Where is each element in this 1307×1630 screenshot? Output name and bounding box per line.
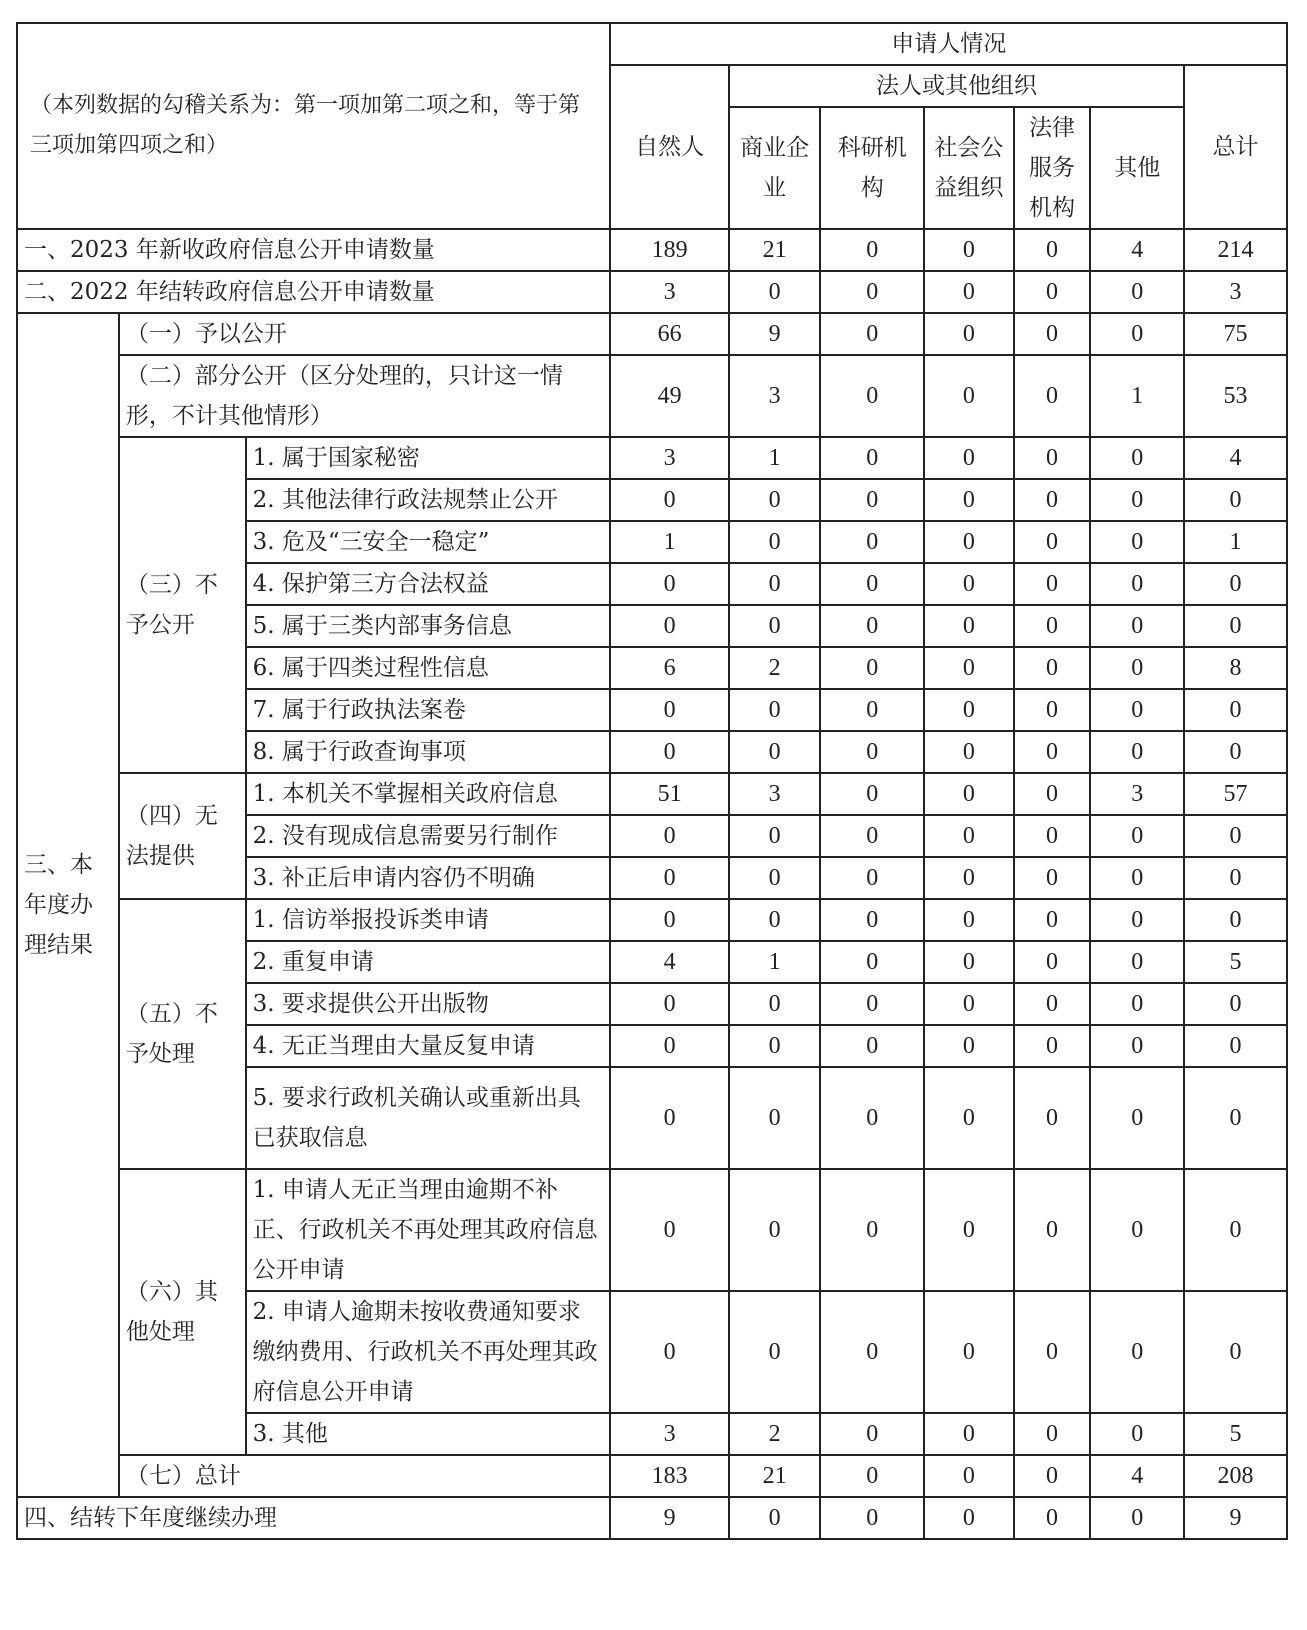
cell-value: 0 [820, 355, 924, 437]
cell-value: 0 [1090, 689, 1184, 731]
cell-value: 189 [610, 229, 728, 271]
cell-value: 0 [1090, 437, 1184, 479]
cell-value: 0 [1014, 563, 1091, 605]
row-label: 8. 属于行政查询事项 [246, 731, 611, 773]
cell-value: 0 [610, 605, 728, 647]
header-research: 科研机构 [820, 107, 924, 229]
cell-value: 0 [820, 563, 924, 605]
cell-value: 0 [820, 815, 924, 857]
group3-label: （三）不予公开 [119, 437, 246, 773]
cell-value: 66 [610, 313, 728, 355]
header-legal-group: 法人或其他组织 [729, 65, 1184, 107]
cell-value: 75 [1184, 313, 1287, 355]
cell-value: 0 [924, 437, 1013, 479]
cell-value: 1 [729, 941, 820, 983]
cell-value: 0 [820, 1067, 924, 1169]
cell-value: 9 [1184, 1497, 1287, 1539]
cell-value: 0 [610, 1067, 728, 1169]
row-label: （七）总计 [119, 1455, 611, 1497]
cell-value: 0 [924, 689, 1013, 731]
header-other: 其他 [1090, 107, 1184, 229]
cell-value: 1 [1184, 521, 1287, 563]
cell-value: 0 [820, 941, 924, 983]
group6-label: （六）其他处理 [119, 1169, 246, 1455]
cell-value: 0 [729, 521, 820, 563]
cell-value: 0 [1014, 1413, 1091, 1455]
cell-value: 0 [1184, 605, 1287, 647]
cell-value: 0 [924, 1291, 1013, 1413]
cell-value: 0 [924, 857, 1013, 899]
cell-value: 0 [820, 899, 924, 941]
row-label: 3. 要求提供公开出版物 [246, 983, 611, 1025]
cell-value: 183 [610, 1455, 728, 1497]
cell-value: 0 [1090, 1291, 1184, 1413]
header-total: 总计 [1184, 65, 1287, 229]
cell-value: 0 [1014, 857, 1091, 899]
cell-value: 0 [820, 1455, 924, 1497]
group5-label: （五）不予处理 [119, 899, 246, 1169]
cell-value: 0 [924, 773, 1013, 815]
cell-value: 0 [820, 1413, 924, 1455]
cell-value: 51 [610, 773, 728, 815]
cell-value: 5 [1184, 941, 1287, 983]
cell-value: 3 [610, 437, 728, 479]
header-applicant: 申请人情况 [610, 23, 1287, 65]
cell-value: 0 [1014, 983, 1091, 1025]
cell-value: 1 [610, 521, 728, 563]
cell-value: 49 [610, 355, 728, 437]
cell-value: 0 [820, 437, 924, 479]
cell-value: 0 [1184, 689, 1287, 731]
cell-value: 0 [820, 689, 924, 731]
cell-value: 0 [1184, 731, 1287, 773]
cell-value: 0 [729, 899, 820, 941]
cell-value: 0 [729, 1497, 820, 1539]
cell-value: 214 [1184, 229, 1287, 271]
cell-value: 0 [729, 605, 820, 647]
cell-value: 0 [1014, 271, 1091, 313]
cell-value: 0 [924, 1025, 1013, 1067]
cell-value: 0 [729, 1067, 820, 1169]
cell-value: 0 [610, 563, 728, 605]
cell-value: 0 [924, 1497, 1013, 1539]
cell-value: 0 [924, 983, 1013, 1025]
cell-value: 6 [610, 647, 728, 689]
cell-value: 0 [610, 899, 728, 941]
cell-value: 0 [1014, 1025, 1091, 1067]
cell-value: 0 [1090, 647, 1184, 689]
row-label: （二）部分公开（区分处理的，只计这一情形，不计其他情形） [119, 355, 611, 437]
cell-value: 0 [729, 479, 820, 521]
cell-value: 5 [1184, 1413, 1287, 1455]
cell-value: 0 [729, 563, 820, 605]
row-label: 1. 信访举报投诉类申请 [246, 899, 611, 941]
cell-value: 0 [1014, 229, 1091, 271]
cell-value: 0 [1090, 1025, 1184, 1067]
cell-value: 0 [729, 731, 820, 773]
cell-value: 0 [1014, 1497, 1091, 1539]
cell-value: 3 [1090, 773, 1184, 815]
cell-value: 0 [924, 1169, 1013, 1291]
cell-value: 0 [1014, 815, 1091, 857]
cell-value: 0 [924, 605, 1013, 647]
cell-value: 0 [1090, 1169, 1184, 1291]
cell-value: 0 [1014, 689, 1091, 731]
cell-value: 0 [1184, 1169, 1287, 1291]
cell-value: 0 [820, 605, 924, 647]
cell-value: 0 [610, 1169, 728, 1291]
cell-value: 2 [729, 647, 820, 689]
cell-value: 0 [924, 1067, 1013, 1169]
cell-value: 0 [1014, 1455, 1091, 1497]
header-public-welfare: 社会公益组织 [924, 107, 1013, 229]
cell-value: 208 [1184, 1455, 1287, 1497]
cell-value: 0 [820, 521, 924, 563]
cell-value: 0 [1184, 563, 1287, 605]
cell-value: 0 [1090, 1067, 1184, 1169]
cell-value: 4 [1090, 229, 1184, 271]
cell-value: 21 [729, 229, 820, 271]
cell-value: 0 [1014, 899, 1091, 941]
cell-value: 0 [610, 1291, 728, 1413]
cell-value: 0 [820, 271, 924, 313]
cell-value: 0 [1090, 563, 1184, 605]
cell-value: 0 [820, 773, 924, 815]
cell-value: 0 [1090, 941, 1184, 983]
cell-value: 0 [729, 271, 820, 313]
cell-value: 1 [729, 437, 820, 479]
row-label: （一）予以公开 [119, 313, 611, 355]
cell-value: 8 [1184, 647, 1287, 689]
cell-value: 0 [924, 1413, 1013, 1455]
cell-value: 3 [610, 271, 728, 313]
cell-value: 0 [1090, 1497, 1184, 1539]
cell-value: 0 [1014, 1291, 1091, 1413]
row-label: 3. 补正后申请内容仍不明确 [246, 857, 611, 899]
row-label: 2. 申请人逾期未按收费通知要求缴纳费用、行政机关不再处理其政府信息公开申请 [246, 1291, 611, 1413]
cell-value: 0 [1090, 479, 1184, 521]
cell-value: 0 [1090, 1413, 1184, 1455]
cell-value: 0 [1184, 815, 1287, 857]
row-label: 二、2022 年结转政府信息公开申请数量 [17, 271, 610, 313]
cell-value: 0 [924, 941, 1013, 983]
cell-value: 0 [729, 857, 820, 899]
cell-value: 0 [610, 479, 728, 521]
cell-value: 0 [1090, 521, 1184, 563]
cell-value: 0 [1184, 899, 1287, 941]
info-disclosure-table [16, 22, 1288, 1540]
cell-value: 0 [1184, 479, 1287, 521]
cell-value: 0 [1184, 1025, 1287, 1067]
row-label: 一、2023 年新收政府信息公开申请数量 [17, 229, 610, 271]
cell-value: 0 [1014, 941, 1091, 983]
row-label: 5. 属于三类内部事务信息 [246, 605, 611, 647]
cell-value: 57 [1184, 773, 1287, 815]
cell-value: 0 [1184, 857, 1287, 899]
cell-value: 0 [924, 563, 1013, 605]
cell-value: 0 [820, 479, 924, 521]
cell-value: 0 [610, 1025, 728, 1067]
cell-value: 0 [1090, 605, 1184, 647]
cell-value: 0 [924, 313, 1013, 355]
cell-value: 0 [1090, 983, 1184, 1025]
cell-value: 0 [1184, 1291, 1287, 1413]
row-label: 1. 本机关不掌握相关政府信息 [246, 773, 611, 815]
cell-value: 0 [820, 313, 924, 355]
row-label: 1. 申请人无正当理由逾期不补正、行政机关不再处理其政府信息公开申请 [246, 1169, 611, 1291]
cell-value: 0 [820, 1025, 924, 1067]
header-legal-service: 法律服务机构 [1014, 107, 1091, 229]
cell-value: 0 [1014, 437, 1091, 479]
cell-value: 1 [1090, 355, 1184, 437]
cell-value: 0 [1184, 1067, 1287, 1169]
row-label: 7. 属于行政执法案卷 [246, 689, 611, 731]
header-commercial: 商业企业 [729, 107, 820, 229]
cell-value: 0 [610, 983, 728, 1025]
cell-value: 0 [924, 521, 1013, 563]
cell-value: 0 [729, 1291, 820, 1413]
cell-value: 0 [610, 689, 728, 731]
cell-value: 4 [1090, 1455, 1184, 1497]
cell-value: 0 [1090, 313, 1184, 355]
cell-value: 0 [729, 983, 820, 1025]
cell-value: 0 [1014, 605, 1091, 647]
row-label: 2. 重复申请 [246, 941, 611, 983]
cell-value: 21 [729, 1455, 820, 1497]
cell-value: 0 [1090, 899, 1184, 941]
cell-value: 0 [1014, 647, 1091, 689]
cell-value: 0 [820, 857, 924, 899]
cell-value: 0 [610, 857, 728, 899]
row-label: 5. 要求行政机关确认或重新出具已获取信息 [246, 1067, 611, 1169]
cell-value: 3 [729, 355, 820, 437]
cell-value: 0 [820, 731, 924, 773]
cell-value: 0 [1090, 815, 1184, 857]
row-label: 4. 无正当理由大量反复申请 [246, 1025, 611, 1067]
row-label: 6. 属于四类过程性信息 [246, 647, 611, 689]
cell-value: 0 [729, 689, 820, 731]
group4-label: （四）无法提供 [119, 773, 246, 899]
cell-value: 53 [1184, 355, 1287, 437]
section3-label: 三、本年度办理结果 [17, 313, 119, 1497]
cell-value: 0 [924, 815, 1013, 857]
cell-value: 0 [1014, 521, 1091, 563]
cell-value: 0 [610, 815, 728, 857]
cell-value: 9 [729, 313, 820, 355]
cell-value: 0 [924, 1455, 1013, 1497]
cell-value: 0 [729, 815, 820, 857]
row-label: 四、结转下年度继续办理 [17, 1497, 610, 1539]
cell-value: 0 [820, 1169, 924, 1291]
report-table-container [16, 22, 1288, 1540]
cell-value: 0 [1014, 355, 1091, 437]
cell-value: 0 [924, 479, 1013, 521]
cell-value: 0 [729, 1169, 820, 1291]
cell-value: 2 [729, 1413, 820, 1455]
row-label: 3. 其他 [246, 1413, 611, 1455]
row-label: 2. 没有现成信息需要另行制作 [246, 815, 611, 857]
cell-value: 0 [924, 271, 1013, 313]
row-label: 2. 其他法律行政法规禁止公开 [246, 479, 611, 521]
cell-value: 0 [820, 229, 924, 271]
cell-value: 0 [1014, 313, 1091, 355]
cell-value: 0 [1014, 731, 1091, 773]
cell-value: 9 [610, 1497, 728, 1539]
cell-value: 0 [924, 899, 1013, 941]
cell-value: 4 [1184, 437, 1287, 479]
row-label: 1. 属于国家秘密 [246, 437, 611, 479]
row-label: 3. 危及“三安全一稳定” [246, 521, 611, 563]
header-note: （本列数据的勾稽关系为：第一项加第二项之和，等于第三项加第四项之和） [17, 23, 610, 229]
cell-value: 0 [610, 731, 728, 773]
cell-value: 0 [924, 229, 1013, 271]
cell-value: 0 [1014, 1067, 1091, 1169]
cell-value: 0 [924, 647, 1013, 689]
cell-value: 0 [924, 731, 1013, 773]
cell-value: 0 [729, 1025, 820, 1067]
cell-value: 3 [729, 773, 820, 815]
cell-value: 0 [1014, 1169, 1091, 1291]
cell-value: 0 [924, 355, 1013, 437]
cell-value: 0 [820, 1497, 924, 1539]
cell-value: 0 [1014, 773, 1091, 815]
header-natural-person: 自然人 [610, 65, 728, 229]
cell-value: 0 [820, 983, 924, 1025]
cell-value: 0 [1090, 271, 1184, 313]
cell-value: 3 [1184, 271, 1287, 313]
cell-value: 4 [610, 941, 728, 983]
cell-value: 0 [1184, 983, 1287, 1025]
row-label: 4. 保护第三方合法权益 [246, 563, 611, 605]
cell-value: 0 [1090, 857, 1184, 899]
cell-value: 0 [1014, 479, 1091, 521]
cell-value: 0 [820, 1291, 924, 1413]
cell-value: 0 [1090, 731, 1184, 773]
cell-value: 3 [610, 1413, 728, 1455]
cell-value: 0 [820, 647, 924, 689]
